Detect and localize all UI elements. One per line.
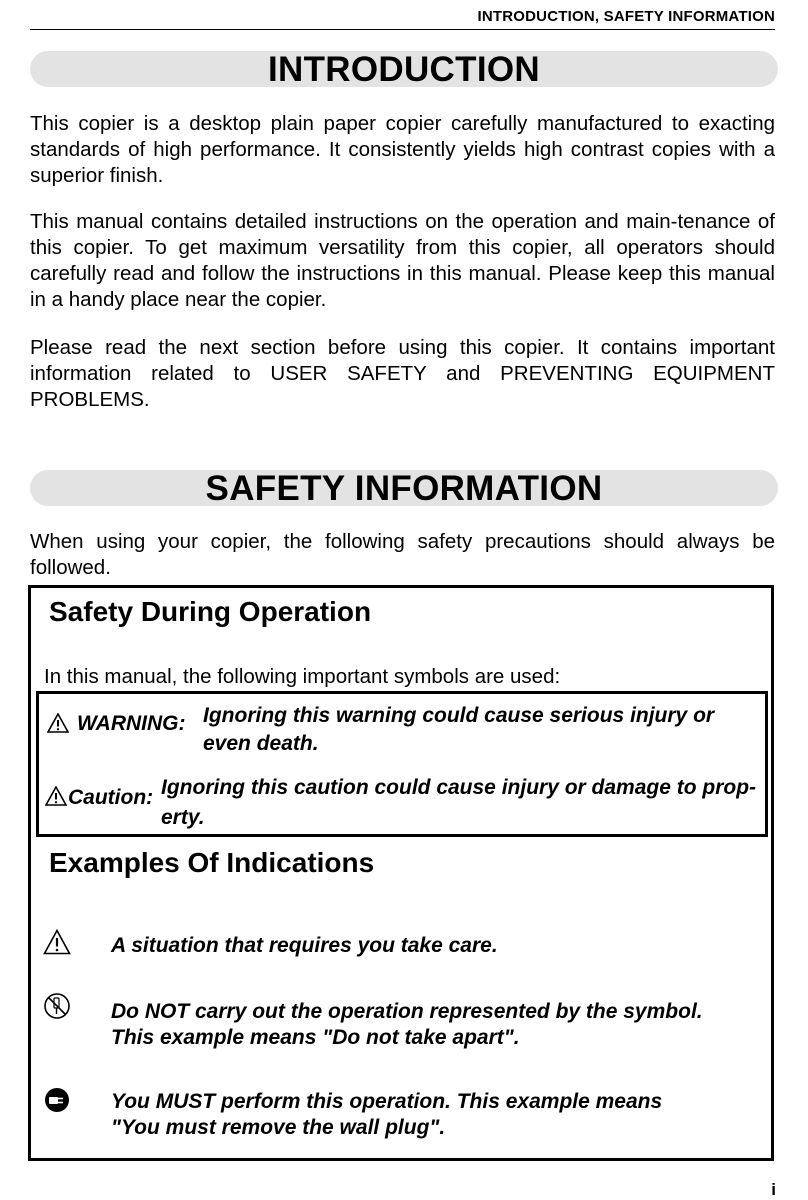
caution-text-line1: Ignoring this caution could cause injury or damage to prop- [161,776,757,799]
caution-triangle-icon [45,786,67,806]
warning-label: WARNING: [77,712,186,735]
introduction-title: INTRODUCTION [30,51,778,87]
intro-paragraph-2 [30,209,775,313]
warning-text-line1: Ignoring this warning could cause serious injury or [203,704,715,727]
warning-text-line2: even death. [203,732,319,755]
examples-of-indications-heading: Examples Of Indications [49,847,375,878]
intro-paragraph-1 [30,111,775,189]
caution-text-line2: erty. [161,806,205,829]
example-3-line2: "You must remove the wall plug". [111,1116,446,1139]
unplug-icon [43,1086,71,1114]
example-3-line1: You MUST perform this operation. This example means [111,1090,663,1113]
page-number: i [771,1180,776,1199]
safety-intro [30,529,775,581]
example-2-line1: Do NOT carry out the operation represented by the symbol. [111,1000,703,1023]
example-1-text [111,933,498,959]
safety-intro-text: When using your copier, the following safety precautions should always be followed. [30,530,775,579]
warning-triangle-icon [47,713,69,733]
intro-paragraph-3 [30,335,775,413]
caution-label: Caution: [68,786,154,809]
example-1-line1: A situation that requires you take care. [111,934,498,957]
example-2-line2: This example means "Do not take apart". [111,1026,520,1049]
symbols-legend [36,691,768,837]
symbols-intro: In this manual, the following important symbols are used: [44,665,561,688]
safety-during-operation-box [28,585,774,1161]
intro-paragraph-text: This manual contains detailed instructions on the operation and main-tenance of this copier. To get maximum versatility from this copier, all operators should carefully read and follow the instructions in this manual. Please keep this manual in a handy place near the copier. [30,210,775,311]
prohibited-disassembly-icon [43,992,71,1020]
safety-during-operation-heading: Safety During Operation [49,596,372,627]
intro-paragraph-text: This copier is a desktop plain paper copier carefully manufactured to exacting standards of high performance. It consistently yields high contrast copies with a superior finish. [30,112,775,187]
example-3-text [111,1089,662,1141]
running-header: INTRODUCTION, SAFETY INFORMATION [30,8,775,30]
example-2-text [111,999,703,1051]
safety-information-title: SAFETY INFORMATION [30,470,778,506]
caution-triangle-icon [43,929,71,955]
intro-paragraph-text: Please read the next section before using this copier. It contains important information related to USER SAFETY and PREVENTING EQUIPMENT PROBLEMS. [30,336,775,411]
